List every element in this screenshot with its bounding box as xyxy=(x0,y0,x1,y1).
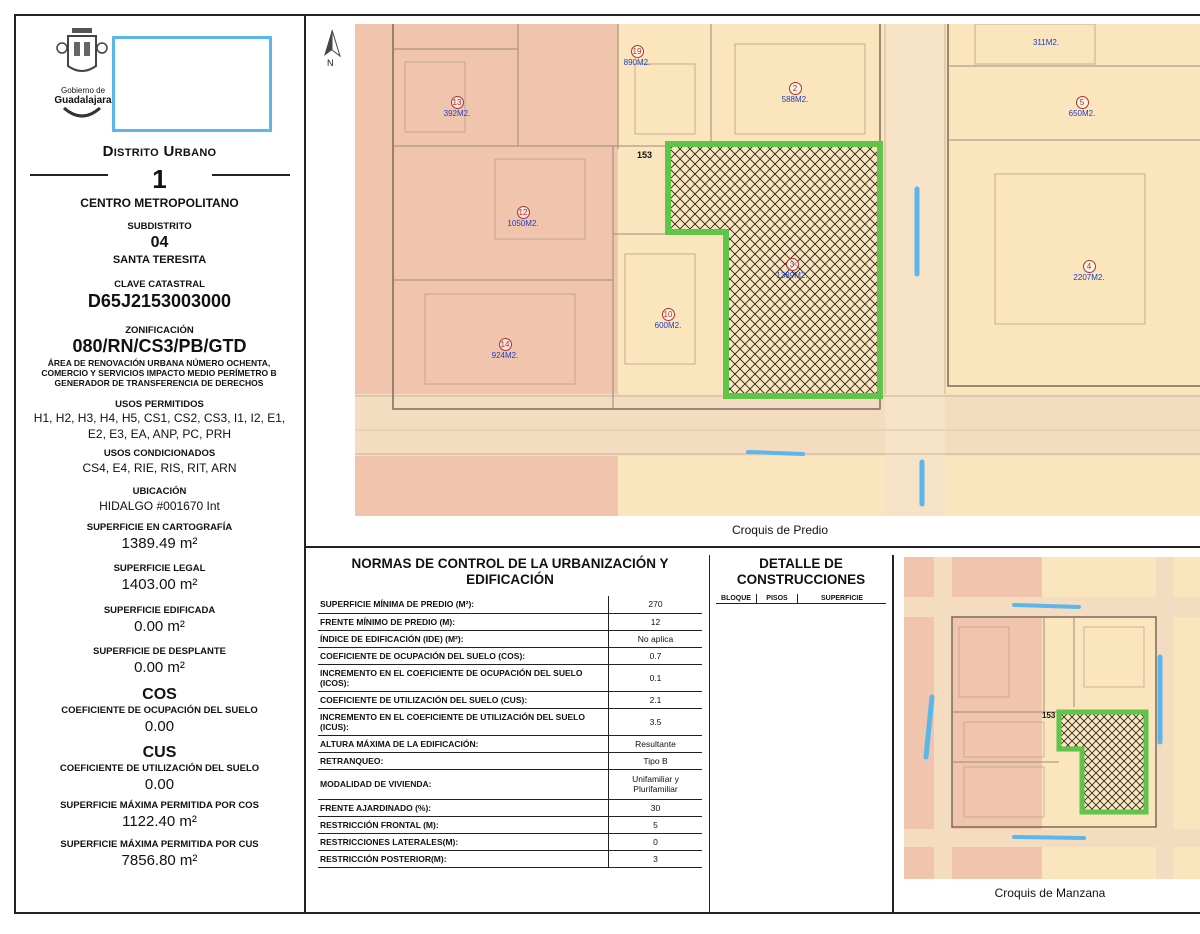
lot-label[interactable] xyxy=(612,45,662,68)
lot-area: 890M2. xyxy=(623,58,651,67)
normas-row xyxy=(318,735,702,752)
divider-vertical-detalle xyxy=(709,555,710,913)
normas-key: ALTURA MÁXIMA DE LA EDIFICACIÓN: xyxy=(318,735,609,752)
divider-vertical-manzana xyxy=(892,555,894,913)
lot-number: 5 xyxy=(1076,96,1089,109)
normas-row xyxy=(318,850,702,867)
normas-value: 0.1 xyxy=(609,664,703,691)
normas-key: INCREMENTO EN EL COEFICIENTE DE OCUPACIÓN DEL SUELO (ICOS): xyxy=(318,664,609,691)
lot-area: 600M2. xyxy=(654,321,682,330)
clave-label: CLAVE CATASTRAL xyxy=(114,279,205,290)
normas-table xyxy=(318,596,702,868)
lot-number: 3 xyxy=(786,258,799,271)
cus-title: CUS xyxy=(142,744,177,761)
normas-key: RESTRICCIONES LATERALES(M): xyxy=(318,833,609,850)
subdistrito-name: SANTA TERESITA xyxy=(112,254,207,266)
map-manzana[interactable] xyxy=(904,557,1200,879)
normas-key: COEFICIENTE DE UTILIZACIÓN DEL SUELO (CUS): xyxy=(318,691,609,708)
normas-row xyxy=(318,708,702,735)
detalle-col-superficie: SUPERFICIE xyxy=(798,594,887,604)
sup-max-cos-label: SUPERFICIE MÁXIMA PERMITIDA POR COS xyxy=(60,800,259,811)
normas-key: RESTRICCIÓN POSTERIOR(M): xyxy=(318,850,609,867)
zonificacion-label: ZONIFICACIÓN xyxy=(125,325,194,336)
sup-desplante-value: 0.00 m² xyxy=(134,659,185,676)
lot-area: 1050M2. xyxy=(507,219,539,228)
sup-cartografia-value: 1389.49 m² xyxy=(121,535,198,552)
svg-text:N: N xyxy=(327,58,334,68)
caption-manzana: Croquis de Manzana xyxy=(994,886,1106,900)
sup-max-cus-label: SUPERFICIE MÁXIMA PERMITIDA POR CUS xyxy=(60,839,259,850)
detalle-col-bloque: BLOQUE xyxy=(716,594,757,604)
lot-number: 14 xyxy=(499,338,512,351)
usos-permitidos-value-2: E2, E3, EA, ANP, PC, PRH xyxy=(87,427,232,441)
normas-row xyxy=(318,613,702,630)
normas-key: FRENTE AJARDINADO (%): xyxy=(318,799,609,816)
photo-placeholder xyxy=(112,36,272,132)
block-label: 153 xyxy=(637,150,653,160)
normas-value: 12 xyxy=(609,613,703,630)
cus-label: COEFICIENTE DE UTILIZACIÓN DEL SUELO xyxy=(59,763,260,774)
normas-value: 0.7 xyxy=(609,647,703,664)
lot-number: 12 xyxy=(517,206,530,219)
lot-label[interactable] xyxy=(432,96,482,119)
normas-value: 5 xyxy=(609,816,703,833)
manzana-block-label: 153 xyxy=(1042,711,1056,720)
normas-value: 0 xyxy=(609,833,703,850)
normas-title: NORMAS DE CONTROL DE LA URBANIZACIÓN Y EDIFICACIÓN xyxy=(351,556,669,587)
lot-area: 1389M2. xyxy=(776,271,808,280)
normas-row xyxy=(318,596,702,613)
distrito-number: 1 xyxy=(152,164,167,194)
lot-label[interactable] xyxy=(1057,96,1107,119)
lot-area: 2207M2. xyxy=(1073,273,1105,282)
logo-wordmark: Gobierno de Guadalajara xyxy=(54,86,112,106)
normas-row xyxy=(318,630,702,647)
normas-row xyxy=(318,752,702,769)
sup-max-cos-value: 1122.40 m² xyxy=(122,813,197,830)
clave-value: D65J2153003000 xyxy=(87,291,232,311)
normas-key: INCREMENTO EN EL COEFICIENTE DE UTILIZACIÓN DEL SUELO (ICUS): xyxy=(318,708,609,735)
sup-cartografia-label: SUPERFICIE EN CARTOGRAFÍA xyxy=(86,522,233,533)
north-arrow-icon xyxy=(316,28,348,68)
sup-legal-label: SUPERFICIE LEGAL xyxy=(113,563,206,574)
lot-area: 924M2. xyxy=(491,351,519,360)
sup-edificada-label: SUPERFICIE EDIFICADA xyxy=(103,605,216,616)
normas-row xyxy=(318,647,702,664)
lot-area: 311M2. xyxy=(1032,38,1060,47)
normas-key: FRENTE MÍNIMO DE PREDIO (M): xyxy=(318,613,609,630)
normas-value: Unifamiliar y Plurifamiliar xyxy=(609,769,703,799)
detalle-header-row xyxy=(716,594,886,604)
normas-key: RETRANQUEO: xyxy=(318,752,609,769)
usos-permitidos-label: USOS PERMITIDOS xyxy=(115,399,204,410)
normas-row xyxy=(318,816,702,833)
lot-label[interactable] xyxy=(1064,260,1114,283)
normas-value: Tipo B xyxy=(609,752,703,769)
normas-value: 270 xyxy=(609,596,703,613)
sup-desplante-label: SUPERFICIE DE DESPLANTE xyxy=(92,646,227,657)
normas-key: RESTRICCIÓN FRONTAL (M): xyxy=(318,816,609,833)
normas-row xyxy=(318,769,702,799)
normas-key: ÍNDICE DE EDIFICACIÓN (IDE) (M²): xyxy=(318,630,609,647)
cos-title: COS xyxy=(142,686,177,703)
normas-key: SUPERFICIE MÍNIMA DE PREDIO (M²): xyxy=(318,596,609,613)
usos-permitidos-value-1: H1, H2, H3, H4, H5, CS1, CS2, CS3, I1, I2, E1, xyxy=(33,411,286,425)
normas-row xyxy=(318,691,702,708)
normas-value: 3 xyxy=(609,850,703,867)
usos-condicionados-label: USOS CONDICIONADOS xyxy=(103,448,216,459)
sup-legal-value: 1403.00 m² xyxy=(121,576,198,593)
detalle-table xyxy=(716,594,886,604)
zonificacion-desc: ÁREA DE RENOVACIÓN URBANA NÚMERO OCHENTA, COMERCIO Y SERVICIOS IMPACTO MEDIO PERÍMETRO B GENERADOR DE TRANSFERENCIA DE DERECHOS xyxy=(41,358,277,388)
normas-value: 3.5 xyxy=(609,708,703,735)
lot-label[interactable] xyxy=(767,258,817,281)
lot-area: 650M2. xyxy=(1068,109,1096,118)
normas-row xyxy=(318,833,702,850)
lot-number: 13 xyxy=(451,96,464,109)
ubicacion-value: HIDALGO #001670 Int xyxy=(99,499,220,513)
lot-label[interactable] xyxy=(770,82,820,105)
normas-value: Resultante xyxy=(609,735,703,752)
divider-horizontal-map xyxy=(304,546,1200,548)
normas-key: MODALIDAD DE VIVIENDA: xyxy=(318,769,609,799)
normas-key: COEFICIENTE DE OCUPACIÓN DEL SUELO (COS): xyxy=(318,647,609,664)
distrito-label: Distrito Urbano xyxy=(102,143,217,160)
normas-row xyxy=(318,664,702,691)
lot-area: 392M2. xyxy=(443,109,471,118)
lot-number: 10 xyxy=(662,308,675,321)
lot-label[interactable] xyxy=(498,206,548,229)
lot-label[interactable] xyxy=(480,338,530,361)
normas-row xyxy=(318,799,702,816)
zonificacion-value: 080/RN/CS3/PB/GTD xyxy=(72,336,247,356)
detalle-col-pisos: PISOS xyxy=(757,594,798,604)
lot-label[interactable] xyxy=(643,308,693,331)
lot-number: 19 xyxy=(631,45,644,58)
normas-value: No aplica xyxy=(609,630,703,647)
ubicacion-label: UBICACIÓN xyxy=(132,486,187,497)
usos-condicionados-value: CS4, E4, RIE, RIS, RIT, ARN xyxy=(82,461,237,475)
cos-label: COEFICIENTE DE OCUPACIÓN DEL SUELO xyxy=(61,705,258,716)
lot-area: 588M2. xyxy=(781,95,809,104)
sup-edificada-value: 0.00 m² xyxy=(134,618,185,635)
cos-value: 0.00 xyxy=(144,718,175,735)
detalle-title: DETALLE DE CONSTRUCCIONES xyxy=(736,556,866,587)
subdistrito-label: SUBDISTRITO xyxy=(127,221,192,232)
lot-number: 2 xyxy=(789,82,802,95)
normas-value: 2.1 xyxy=(609,691,703,708)
subdistrito-number: 04 xyxy=(150,234,169,251)
lot-number: 4 xyxy=(1083,260,1096,273)
normas-value: 30 xyxy=(609,799,703,816)
caption-predio: Croquis de Predio xyxy=(731,523,829,537)
cus-value: 0.00 xyxy=(144,776,175,793)
lot-label[interactable] xyxy=(1021,38,1071,48)
distrito-name: CENTRO METROPOLITANO xyxy=(80,196,239,210)
sup-max-cus-value: 7856.80 m² xyxy=(121,852,198,869)
divider-vertical-left xyxy=(304,14,306,914)
